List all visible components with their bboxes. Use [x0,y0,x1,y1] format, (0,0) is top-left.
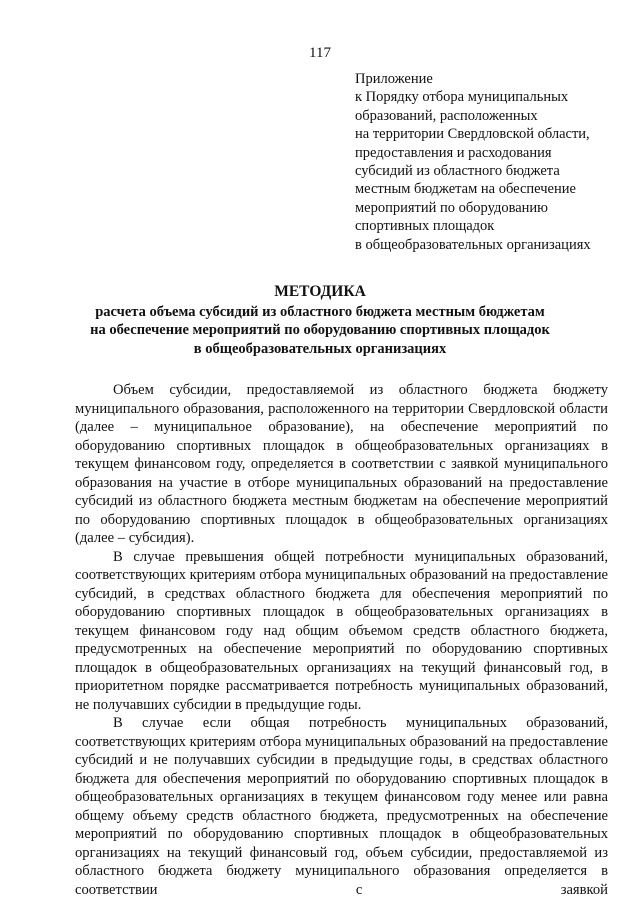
appendix-line: образований, расположенных [355,107,538,124]
body-paragraph: В случае превышения общей потребности муниципальных образований, соответствующих критериям отбора муниципальных образований на предоставление субсидий, в средствах областного бюджета для обеспечения мероприятий по оборудованию спортивных площадок в общеобразовательных организациях в текущем финансовом году над общим объемом средств областного бюджета, предусмотренных на обеспечение мероприятий по оборудованию спортивных площадок в общеобразовательных организациях на текущий финансовый год, в приоритетном порядке рассматривается потребность муниципальных образований, не получавших субсидии в предыдущие годы. [75,548,608,713]
document-title: МЕТОДИКА [274,283,366,300]
appendix-line: субсидий из областного бюджета [355,163,560,180]
appendix-line: в общеобразовательных организациях [355,236,591,253]
document-subtitle-line: расчета объема субсидий из областного бюджета местным бюджетам [95,304,545,320]
page-number: 117 [309,45,331,61]
appendix-line: на территории Свердловской области, [355,126,590,143]
appendix-line: местным бюджетам на обеспечение [355,181,576,198]
body-paragraph: Объем субсидии, предоставляемой из областного бюджета бюджету муниципального образования, расположенного на территории Свердловской области (далее – муниципальное образование), на обеспечение мероприятий по оборудованию спортивных площадок в общеобразовательных организациях в текущем финансовом году, определяется в соответствии с заявкой муниципального образования на участие в отборе муниципальных образований на предоставление субсидий из областного бюджета местным бюджетам на обеспечение мероприятий по оборудованию спортивных площадок в общеобразовательных организациях (далее – субсидия). [75,382,608,546]
appendix-line: к Порядку отбора муниципальных [355,89,569,106]
appendix-line: предоставления и расходования [355,144,552,161]
body-paragraph: В случае если общая потребность муниципальных образований, соответствующих критериям отбора муниципальных образований на предоставление субсидий и не получавших субсидии в предыдущие годы, в средствах областного бюджета для обеспечения мероприятий по оборудованию спортивных площадок в общеобразовательных организациях в текущем финансовом году менее или равна общему объему средств областного бюджета, предусмотренных на обеспечение мероприятий по оборудованию спортивных площадок в общеобразовательных организациях на текущий финансовый год, объем субсидии, предоставляемой из областного бюджета бюджету муниципального образования определяется в соответствии с заявкой [75,715,608,898]
appendix-line: мероприятий по оборудованию [355,199,549,216]
document-body [75,381,608,899]
appendix-line: спортивных площадок [355,218,495,235]
document-subtitle-line: на обеспечение мероприятий по оборудованию спортивных площадок [90,322,550,339]
document-subtitle-line: в общеобразовательных организациях [193,340,447,357]
appendix-line: Приложение [355,71,433,87]
appendix-header [355,70,625,254]
document-title-block [60,283,580,358]
